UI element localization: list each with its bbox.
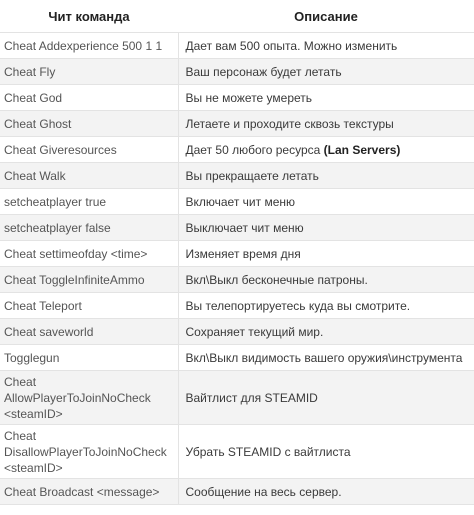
command-cell: Cheat settimeofday <time>	[0, 241, 178, 267]
description-cell: Выключает чит меню	[178, 215, 474, 241]
description-cell: Вы не можете умереть	[178, 85, 474, 111]
description-cell: Сообщение на весь сервер.	[178, 479, 474, 505]
description-cell: Изменяет время дня	[178, 241, 474, 267]
table-row	[0, 293, 474, 319]
table-row	[0, 137, 474, 163]
command-cell: Cheat saveworld	[0, 319, 178, 345]
command-cell: Cheat AllowPlayerToJoinNoCheck <steamID>	[0, 371, 178, 425]
header-command: Чит команда	[0, 0, 178, 33]
description-text: Дает 50 любого ресурса	[185, 142, 321, 157]
command-cell: Cheat Ghost	[0, 111, 178, 137]
description-cell: Летаете и проходите сквозь текстуры	[178, 111, 474, 137]
description-cell: Вайтлист для STEAMID	[178, 371, 474, 425]
command-cell: Cheat Addexperience 500 1 1	[0, 33, 178, 59]
table-row	[0, 267, 474, 293]
description-cell: Дает вам 500 опыта. Можно изменить	[178, 33, 474, 59]
table-row	[0, 189, 474, 215]
table-row	[0, 345, 474, 371]
description-cell: Вкл\Выкл видимость вашего оружия\инструмента	[178, 345, 474, 371]
command-cell: setcheatplayer true	[0, 189, 178, 215]
table-row	[0, 425, 474, 479]
table-row	[0, 241, 474, 267]
description-cell: Вкл\Выкл бесконечные патроны.	[178, 267, 474, 293]
description-cell: Включает чит меню	[178, 189, 474, 215]
command-cell: Cheat DisallowPlayerToJoinNoCheck <steamID>	[0, 425, 178, 479]
table-row	[0, 319, 474, 345]
description-cell: Ваш персонаж будет летать	[178, 59, 474, 85]
command-cell: Cheat Broadcast <message>	[0, 479, 178, 505]
command-cell: Cheat Fly	[0, 59, 178, 85]
table-row	[0, 85, 474, 111]
table-row	[0, 33, 474, 59]
table-header-row	[0, 0, 474, 33]
description-bold-note: (Lan Servers)	[323, 142, 401, 157]
description-cell	[178, 137, 474, 163]
description-cell: Убрать STEAMID с вайтлиста	[178, 425, 474, 479]
command-cell: setcheatplayer false	[0, 215, 178, 241]
command-cell: Cheat ToggleInfiniteAmmo	[0, 267, 178, 293]
command-cell: Togglegun	[0, 345, 178, 371]
description-cell: Сохраняет текущий мир.	[178, 319, 474, 345]
header-description: Описание	[178, 0, 474, 33]
command-cell: Cheat Giveresources	[0, 137, 178, 163]
command-cell: Cheat God	[0, 85, 178, 111]
description-cell: Вы прекращаете летать	[178, 163, 474, 189]
table-row	[0, 371, 474, 425]
command-cell: Cheat Teleport	[0, 293, 178, 319]
table-row	[0, 215, 474, 241]
table-row	[0, 111, 474, 137]
table-row	[0, 59, 474, 85]
table-row	[0, 479, 474, 505]
command-cell: Cheat Walk	[0, 163, 178, 189]
table-row	[0, 163, 474, 189]
description-cell: Вы телепортируетесь куда вы смотрите.	[178, 293, 474, 319]
